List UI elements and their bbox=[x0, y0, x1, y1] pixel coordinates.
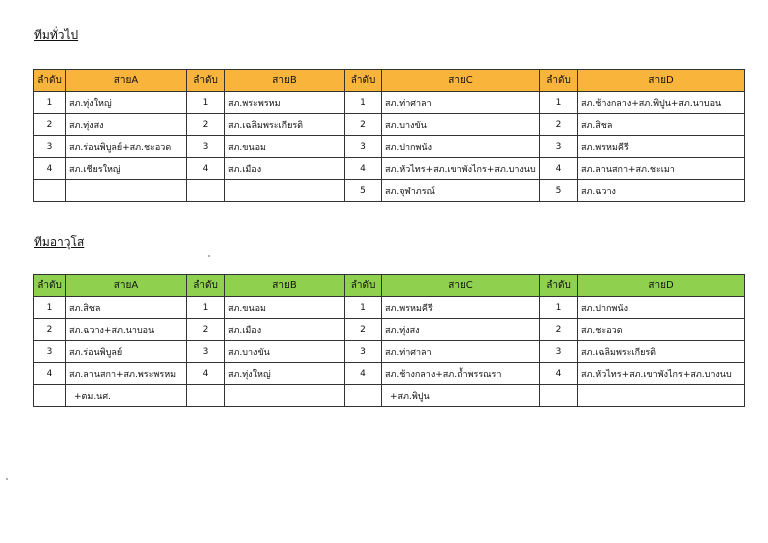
station-cell: สภ.ทุ่งใหญ่ bbox=[225, 363, 345, 385]
order-cell bbox=[187, 180, 225, 202]
column-header: ลำดับ bbox=[540, 275, 578, 297]
station-cell: สภ.สิชล bbox=[66, 297, 187, 319]
order-cell bbox=[345, 385, 382, 407]
column-header: ลำดับ bbox=[34, 70, 66, 92]
order-cell: 4 bbox=[540, 158, 578, 180]
station-cell: สภ.ฉวาง+สภ.นาบอน bbox=[66, 319, 187, 341]
order-cell: 4 bbox=[34, 158, 66, 180]
scan-speck bbox=[208, 255, 210, 257]
column-header: ลำดับ bbox=[187, 275, 225, 297]
order-cell: 5 bbox=[540, 180, 578, 202]
column-header: สายA bbox=[66, 275, 187, 297]
station-cell: สภ.พรหมคีรี bbox=[382, 297, 540, 319]
table-row bbox=[34, 136, 745, 158]
order-cell: 2 bbox=[540, 114, 578, 136]
order-cell: 1 bbox=[34, 297, 66, 319]
table-row bbox=[34, 385, 745, 407]
station-cell: สภ.เมือง bbox=[225, 319, 345, 341]
station-cell: สภ.ท่าศาลา bbox=[382, 341, 540, 363]
table-row bbox=[34, 180, 745, 202]
section-title-senior: ทีมอาวุโส bbox=[34, 235, 85, 249]
station-cell: สภ.ลานสกา+สภ.พระพรหม bbox=[66, 363, 187, 385]
station-cell: สภ.ร่อนพิบูลย์ bbox=[66, 341, 187, 363]
order-cell bbox=[34, 180, 66, 202]
order-cell: 2 bbox=[34, 114, 66, 136]
station-cell: สภ.จุฬาภรณ์ bbox=[382, 180, 540, 202]
column-header: ลำดับ bbox=[187, 70, 225, 92]
order-cell: 5 bbox=[345, 180, 382, 202]
order-cell bbox=[540, 385, 578, 407]
order-cell: 4 bbox=[34, 363, 66, 385]
table-row bbox=[34, 114, 745, 136]
station-cell: สภ.เฉลิมพระเกียรติ bbox=[578, 341, 745, 363]
station-cell: สภ.ปากพนัง bbox=[382, 136, 540, 158]
station-cell: สภ.ทุ่งสง bbox=[66, 114, 187, 136]
station-cell: สภ.ขนอม bbox=[225, 297, 345, 319]
order-cell: 3 bbox=[187, 136, 225, 158]
table-row bbox=[34, 297, 745, 319]
order-cell: 4 bbox=[187, 158, 225, 180]
section-title-general: ทีมทั่วไป bbox=[34, 28, 79, 42]
station-cell: สภ.เฉลิมพระเกียรติ bbox=[225, 114, 345, 136]
table-row bbox=[34, 158, 745, 180]
general-team-table bbox=[33, 69, 745, 202]
station-cell: สภ.พระพรหม bbox=[225, 92, 345, 114]
column-header: ลำดับ bbox=[34, 275, 66, 297]
senior-team-table bbox=[33, 274, 745, 407]
station-cell: สภ.เมือง bbox=[225, 158, 345, 180]
order-cell: 3 bbox=[34, 136, 66, 158]
station-cell: สภ.ทุ่งสง bbox=[382, 319, 540, 341]
order-cell: 2 bbox=[345, 319, 382, 341]
order-cell: 1 bbox=[540, 92, 578, 114]
station-cell: สภ.ช้างกลาง+สภ.พิปูน+สภ.นาบอน bbox=[578, 92, 745, 114]
station-cell: สภ.สิชล bbox=[578, 114, 745, 136]
order-cell: 4 bbox=[345, 158, 382, 180]
order-cell: 1 bbox=[540, 297, 578, 319]
order-cell: 1 bbox=[187, 92, 225, 114]
column-header: สายB bbox=[225, 275, 345, 297]
order-cell: 2 bbox=[187, 319, 225, 341]
station-cell bbox=[66, 180, 187, 202]
column-header: สายC bbox=[382, 70, 540, 92]
column-header: สายD bbox=[578, 70, 745, 92]
order-cell: 2 bbox=[540, 319, 578, 341]
table-header-row bbox=[34, 70, 745, 92]
table-row bbox=[34, 319, 745, 341]
table-header-row bbox=[34, 275, 745, 297]
station-cell: สภ.ทุ่งใหญ่ bbox=[66, 92, 187, 114]
station-cell: +ตม.นศ. bbox=[66, 385, 187, 407]
station-cell: สภ.ร่อนพิบูลย์+สภ.ชะอวด bbox=[66, 136, 187, 158]
station-cell: สภ.พรหมคีรี bbox=[578, 136, 745, 158]
order-cell bbox=[34, 385, 66, 407]
station-cell: สภ.บางขัน bbox=[225, 341, 345, 363]
order-cell: 4 bbox=[187, 363, 225, 385]
station-cell: สภ.ลานสกา+สภ.ชะเมา bbox=[578, 158, 745, 180]
order-cell: 2 bbox=[187, 114, 225, 136]
table-row bbox=[34, 92, 745, 114]
column-header: สายA bbox=[66, 70, 187, 92]
order-cell: 3 bbox=[345, 136, 382, 158]
column-header: สายB bbox=[225, 70, 345, 92]
station-cell: สภ.ขนอม bbox=[225, 136, 345, 158]
station-cell: สภ.ท่าศาลา bbox=[382, 92, 540, 114]
station-cell: สภ.ฉวาง bbox=[578, 180, 745, 202]
table-row bbox=[34, 363, 745, 385]
column-header: ลำดับ bbox=[345, 275, 382, 297]
order-cell: 3 bbox=[345, 341, 382, 363]
order-cell: 2 bbox=[34, 319, 66, 341]
scan-speck bbox=[6, 478, 8, 480]
column-header: สายC bbox=[382, 275, 540, 297]
station-cell bbox=[578, 385, 745, 407]
station-cell: สภ.ปากพนัง bbox=[578, 297, 745, 319]
column-header: ลำดับ bbox=[345, 70, 382, 92]
order-cell: 4 bbox=[540, 363, 578, 385]
order-cell: 3 bbox=[540, 341, 578, 363]
table-body bbox=[34, 297, 745, 407]
order-cell: 2 bbox=[345, 114, 382, 136]
station-cell: +สภ.พิปูน bbox=[382, 385, 540, 407]
station-cell: สภ.หัวไทร+สภ.เขาพังไกร+สภ.บางนบ bbox=[382, 158, 540, 180]
station-cell: สภ.บางขัน bbox=[382, 114, 540, 136]
order-cell: 3 bbox=[540, 136, 578, 158]
order-cell: 3 bbox=[187, 341, 225, 363]
column-header: สายD bbox=[578, 275, 745, 297]
order-cell: 3 bbox=[34, 341, 66, 363]
station-cell bbox=[225, 180, 345, 202]
station-cell: สภ.หัวไทร+สภ.เขาพังไกร+สภ.บางนบ bbox=[578, 363, 745, 385]
order-cell: 1 bbox=[187, 297, 225, 319]
order-cell: 1 bbox=[34, 92, 66, 114]
station-cell: สภ.ช้างกลาง+สภ.ถ้ำพรรณรา bbox=[382, 363, 540, 385]
station-cell: สภ.ชะอวด bbox=[578, 319, 745, 341]
column-header: ลำดับ bbox=[540, 70, 578, 92]
station-cell: สภ.เชียรใหญ่ bbox=[66, 158, 187, 180]
order-cell: 1 bbox=[345, 92, 382, 114]
order-cell: 4 bbox=[345, 363, 382, 385]
order-cell: 1 bbox=[345, 297, 382, 319]
table-row bbox=[34, 341, 745, 363]
station-cell bbox=[225, 385, 345, 407]
order-cell bbox=[187, 385, 225, 407]
table-body bbox=[34, 92, 745, 202]
